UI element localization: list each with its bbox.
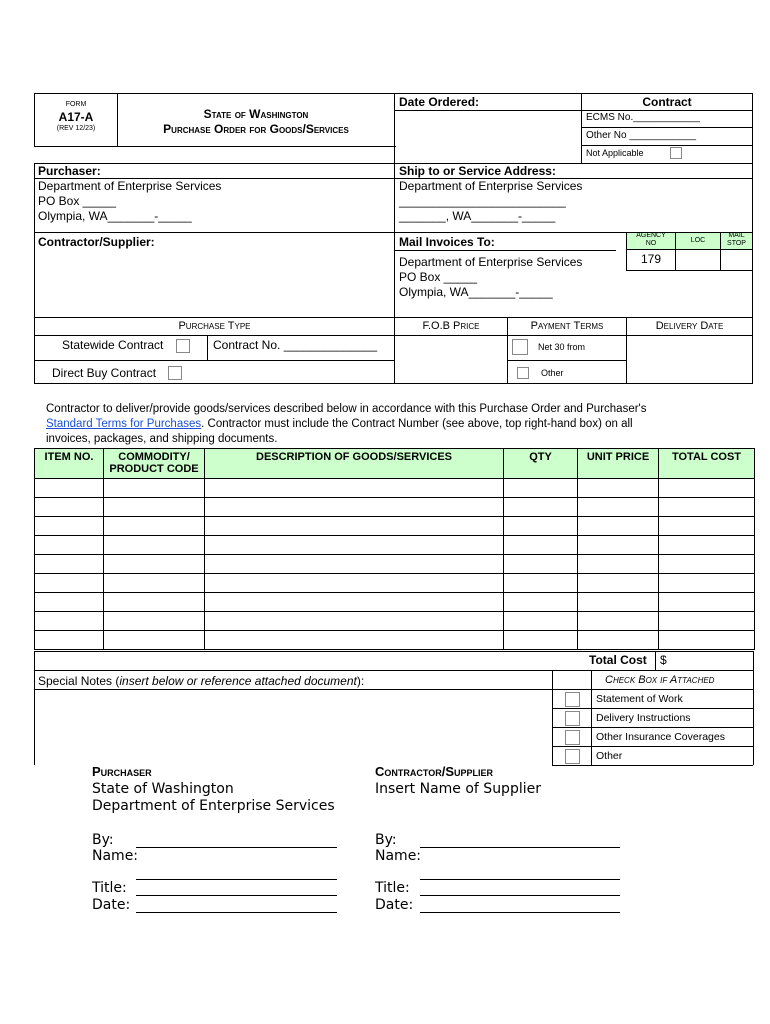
purchaser-label: Purchaser: [38,164,101,178]
agency-no-label-2: NO [645,240,657,247]
qty-cell[interactable] [504,536,578,555]
mail-invoices-line2: PO Box _____ [399,270,478,284]
commodity-code-cell[interactable] [104,612,205,631]
commodity-code-cell[interactable] [104,574,205,593]
attachments-rule-1 [552,708,753,709]
contractor-name-line[interactable] [420,879,620,880]
total-cost-cell[interactable] [659,555,755,574]
contractor-signature-heading: Contractor/Supplier [375,764,494,779]
commodity-code-cell[interactable] [104,555,205,574]
total-cost-header: TOTAL COST [659,449,755,479]
purchaser-name-label: Name: [92,848,139,864]
unit-price-header: UNIT PRICE [578,449,659,479]
delivery-date-label: Delivery Date [655,320,724,332]
attachments-left-border [552,670,553,765]
purchaser-title-label: Title: [92,880,127,896]
statement-of-work-label: Statement of Work [596,693,683,705]
date-ordered-label: Date Ordered: [399,95,480,109]
purchase-type-divider [207,335,208,361]
standard-terms-link[interactable]: Standard Terms for Purchases [46,418,202,430]
purchaser-date-label: Date: [92,897,131,913]
contractor-date-label: Date: [375,897,414,913]
table-row [35,574,755,593]
delivery-date-rule [626,335,753,336]
loc-label: LOC [690,237,706,244]
total-cost-currency: $ [660,653,667,667]
contract-number-field[interactable]: Contract No. ______________ [213,338,378,352]
item-no-cell[interactable] [35,593,104,612]
form-title-line2: Purchase Order for Goods/Services [163,122,349,136]
mail-stop-label-2: STOP [727,240,746,247]
table-row [35,631,755,650]
commodity-code-cell[interactable] [104,479,205,498]
special-notes-header-rule [34,689,753,690]
form-label: FORM [65,101,87,108]
description-cell[interactable] [205,517,504,536]
commodity-code-cell[interactable] [104,631,205,650]
contractor-label: Contractor/Supplier: [38,235,155,249]
ship-to-line2[interactable]: _________________________ [399,194,566,208]
net30-checkbox[interactable] [512,339,528,355]
purchaser-name-line[interactable] [136,879,337,880]
ecms-number-field[interactable]: ECMS No.____________ [586,112,700,123]
unit-price-cell[interactable] [578,593,659,612]
form-title-line1: State of Washington [203,107,309,121]
special-notes-top [34,670,753,671]
mail-invoices-line3: Olympia, WA_______-_____ [399,285,553,299]
commodity-code-header: COMMODITY/ PRODUCT CODE [104,449,205,479]
instructions-line1: Contractor to deliver/provide goods/services described below in accordance with this Purchase Order and Purchaser's [46,403,647,415]
attachments-box-column [591,670,592,765]
qty-cell[interactable] [504,593,578,612]
description-cell[interactable] [205,593,504,612]
unit-price-cell[interactable] [578,498,659,517]
item-no-cell[interactable] [35,479,104,498]
table-row [35,612,755,631]
contract-rule-2 [581,127,753,128]
other-attachment-label: Other [596,750,623,762]
contract-label: Contract [642,95,692,109]
total-row-right [753,651,754,670]
contract-rule-1 [581,110,753,111]
statement-of-work-checkbox[interactable] [565,692,580,707]
direct-buy-checkbox[interactable] [168,366,182,380]
special-notes-left [34,670,35,765]
purchaser-line1: Department of Enterprise Services [38,179,222,193]
table-row [35,498,755,517]
description-cell[interactable] [205,631,504,650]
agency-no-value: 179 [640,252,662,266]
total-cost-cell[interactable] [659,631,755,650]
purchaser-signature-heading: Purchaser [92,764,152,779]
total-row-top [34,651,753,652]
contractor-by-label: By: [375,832,397,848]
unit-price-cell[interactable] [578,612,659,631]
item-no-cell[interactable] [35,612,104,631]
item-no-cell[interactable] [35,517,104,536]
total-cost-label: Total Cost [589,653,647,667]
table-row [35,517,755,536]
date-ordered-rule [394,110,582,111]
table-row [35,555,755,574]
qty-cell[interactable] [504,574,578,593]
qty-cell[interactable] [504,498,578,517]
item-no-cell[interactable] [35,574,104,593]
fob-price-rule [394,335,508,336]
qty-cell[interactable] [504,479,578,498]
total-cost-cell[interactable] [659,574,755,593]
description-cell[interactable] [205,555,504,574]
contractor-name-label: Name: [375,848,422,864]
purchaser-line3: Olympia, WA_______-_____ [38,209,192,223]
unit-price-cell[interactable] [578,555,659,574]
description-cell[interactable] [205,536,504,555]
description-cell[interactable] [205,498,504,517]
mail-invoices-rule [394,250,616,251]
purchaser-sig-line2: Department of Enterprise Services [92,798,335,814]
contractor-title-label: Title: [375,880,410,896]
form-number: A17-A [58,110,94,124]
ship-to-line1: Department of Enterprise Services [399,179,583,193]
total-cost-cell[interactable] [659,517,755,536]
unit-price-cell[interactable] [578,517,659,536]
contractor-by-line[interactable] [420,847,620,848]
other-terms-checkbox[interactable] [517,367,529,379]
qty-header: QTY [504,449,578,479]
description-cell[interactable] [205,479,504,498]
other-number-field[interactable]: Other No ____________ [586,130,697,141]
special-notes-label: Special Notes (insert below or reference attached document): [38,674,365,688]
total-cost-cell[interactable] [659,593,755,612]
form-revision: (REV 12/23) [56,125,96,132]
mail-invoices-label: Mail Invoices To: [399,235,495,249]
total-cost-cell[interactable] [659,479,755,498]
item-no-cell[interactable] [35,536,104,555]
qty-cell[interactable] [504,517,578,536]
direct-buy-label: Direct Buy Contract [52,366,157,380]
not-applicable-checkbox[interactable] [670,147,682,159]
statewide-contract-checkbox[interactable] [176,339,190,353]
total-cost-cell[interactable] [659,498,755,517]
purchaser-title-line[interactable] [136,895,337,896]
contract-rule-3 [581,145,753,146]
unit-price-cell[interactable] [578,479,659,498]
instructions-line2-text: . Contractor must include the Contract Number (see above, top right-hand box) on all [201,418,633,430]
delivery-instructions-label: Delivery Instructions [596,712,691,724]
total-row-left [34,651,35,670]
mail-stop-value-cell[interactable] [720,249,753,271]
purchaser-by-label: By: [92,832,114,848]
statewide-contract-label: Statewide Contract [62,338,164,352]
table-row [35,479,755,498]
description-cell[interactable] [205,574,504,593]
purchase-type-rule-2 [34,360,395,361]
purchaser-date-line[interactable] [136,912,337,913]
total-cost-cell[interactable] [659,612,755,631]
commodity-code-cell[interactable] [104,536,205,555]
other-terms-label: Other [541,368,564,378]
payment-terms-rule-1 [507,335,627,336]
commodity-code-cell[interactable] [104,593,205,612]
payment-terms-rule-2 [507,360,627,361]
purchase-type-rule-1 [34,335,395,336]
table-row [35,536,755,555]
purchaser-line2: PO Box _____ [38,194,117,208]
item-no-header: ITEM NO. [35,449,104,479]
net30-label: Net 30 from [538,342,586,352]
contractor-date-line[interactable] [420,912,620,913]
attachments-right-border [753,670,754,765]
other-insurance-label: Other Insurance Coverages [596,731,725,743]
purchase-type-label: Purchase Type [178,320,251,332]
special-notes-input[interactable] [36,691,550,763]
ship-to-line3[interactable]: _______, WA_______-_____ [399,209,556,223]
ship-to-label: Ship to or Service Address: [399,164,556,178]
description-cell[interactable] [205,612,504,631]
qty-cell[interactable] [504,612,578,631]
contractor-title-line[interactable] [420,895,620,896]
attachments-rule-3 [552,746,753,747]
attachments-rule-2 [552,727,753,728]
item-no-cell[interactable] [35,555,104,574]
payment-terms-label: Payment Terms [530,320,604,332]
unit-price-cell[interactable] [578,536,659,555]
items-table [34,448,755,650]
unit-price-cell[interactable] [578,631,659,650]
purchaser-by-line[interactable] [136,847,337,848]
instructions-line2 [46,418,633,431]
not-applicable-label: Not Applicable [586,148,644,158]
purchaser-sig-line1: State of Washington [92,781,234,797]
total-cost-cell[interactable] [659,536,755,555]
delivery-instructions-checkbox[interactable] [565,711,580,726]
description-header: DESCRIPTION OF GOODS/SERVICES [205,449,504,479]
total-cost-divider [655,651,656,670]
attachments-bottom-border [552,765,753,766]
qty-cell[interactable] [504,631,578,650]
check-box-if-attached: Check Box if Attached [605,674,715,686]
item-no-cell[interactable] [35,631,104,650]
commodity-code-cell[interactable] [104,517,205,536]
other-insurance-checkbox[interactable] [565,730,580,745]
table-row [35,593,755,612]
commodity-code-cell[interactable] [104,498,205,517]
contractor-sig-line1: Insert Name of Supplier [375,781,541,797]
agency-no-label-1: AGENCY [636,232,666,239]
mail-invoices-line1: Department of Enterprise Services [399,255,583,269]
header-bottom-rule [34,146,396,147]
other-attachment-checkbox[interactable] [565,749,580,764]
instructions-line3: invoices, packages, and shipping documents. [46,433,278,445]
unit-price-cell[interactable] [578,574,659,593]
fob-price-label: F.O.B Price [422,320,480,332]
loc-value-cell[interactable] [675,249,721,271]
mail-stop-label-1: MAIL [728,232,745,239]
item-no-cell[interactable] [35,498,104,517]
qty-cell[interactable] [504,555,578,574]
